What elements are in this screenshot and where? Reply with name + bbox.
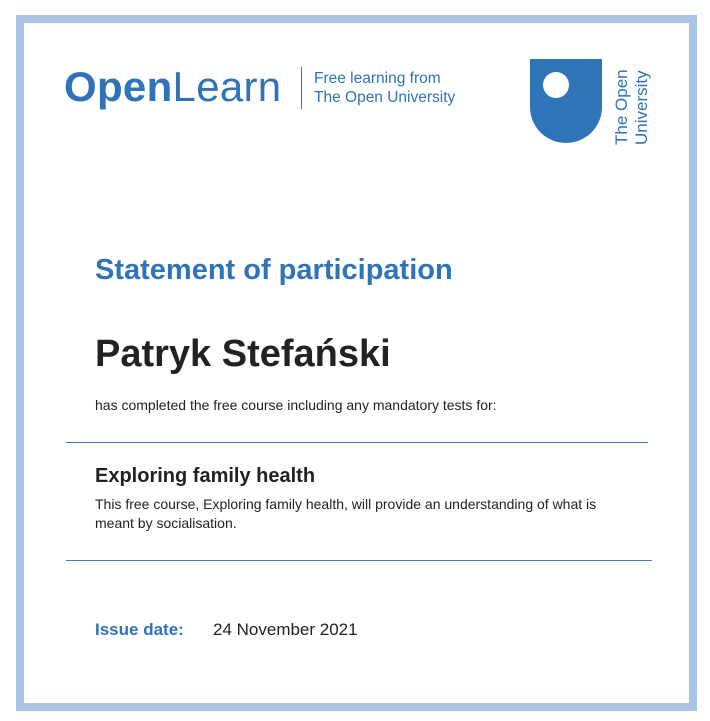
course-title: Exploring family health (95, 465, 316, 487)
certificate-frame (16, 15, 697, 711)
certificate-title: Statement of participation (95, 254, 453, 286)
completion-statement: has completed the free course including any mandatory tests for: (95, 397, 497, 413)
issue-date-value: 24 November 2021 (213, 620, 358, 639)
openlearn-logo (64, 63, 281, 111)
logo-open-text: Open (64, 63, 173, 110)
logo-divider (301, 67, 302, 109)
tagline-line-2: The Open University (314, 89, 456, 106)
divider-top (66, 442, 648, 443)
divider-bottom (66, 560, 652, 561)
tagline-line-1: Free learning from (314, 70, 441, 87)
open-university-shield-icon (530, 59, 602, 143)
issue-date-label: Issue date: (95, 620, 184, 639)
open-university-wordmark (612, 69, 652, 145)
logo-tagline (314, 69, 455, 107)
ou-wordmark-line-1: The Open (612, 69, 631, 145)
logo-learn-text: Learn (172, 63, 282, 110)
course-description: This free course, Exploring family health, will provide an understanding of what is meant by socialisation. (95, 496, 597, 531)
recipient-name: Patryk Stefański (95, 333, 391, 375)
ou-wordmark-line-2: University (632, 70, 651, 145)
